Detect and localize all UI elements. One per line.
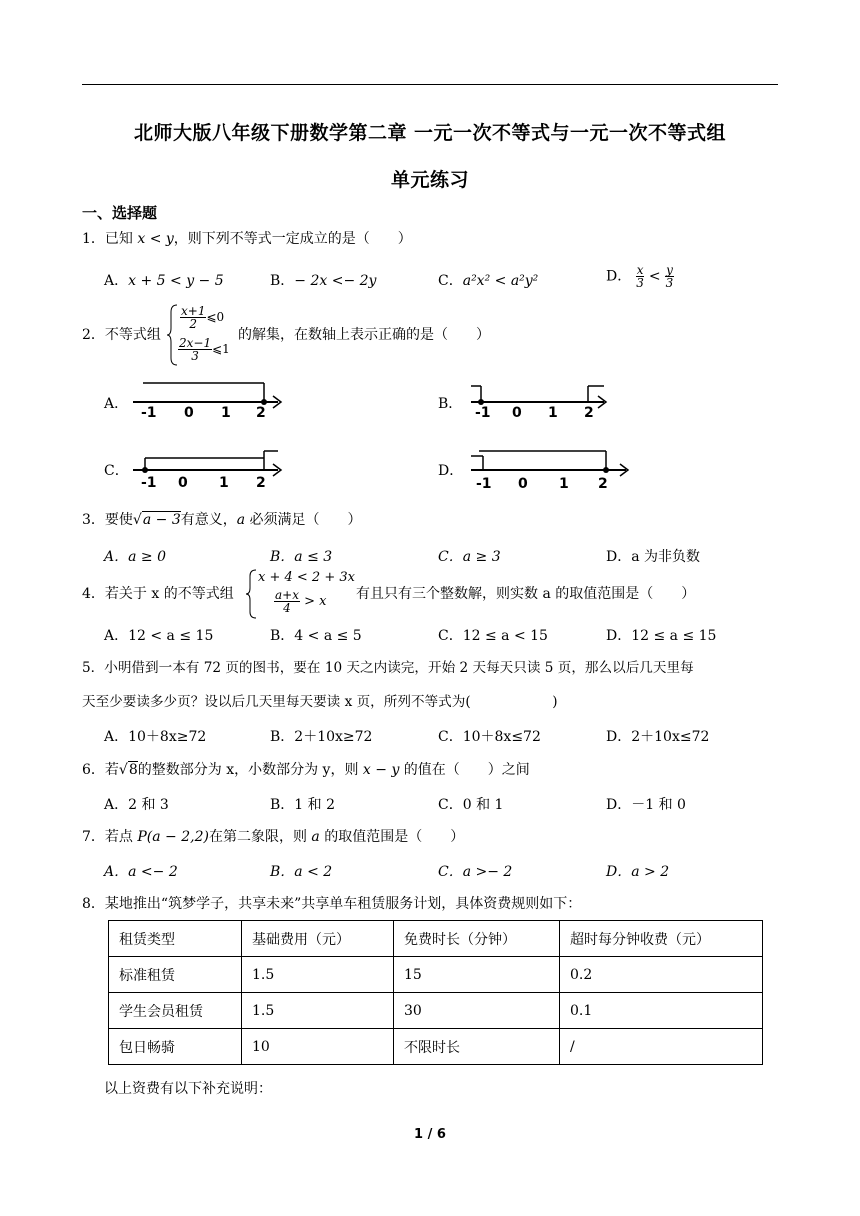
q4-option-c[interactable]: C．12 ≤ a < 15 [438,628,548,644]
tick-label: 1 [221,405,231,418]
question-4-tail: 有且只有三个整数解，则实数 a 的取值范围是（ ） [356,586,696,602]
table-cell: 包日畅骑 [109,1029,242,1065]
number-line-d [466,446,636,492]
q6-option-c[interactable]: C．0 和 1 [438,797,504,813]
tick-label: -1 [475,405,491,418]
q4-ineq-2: $\frac{a+x}{4}$ > x [275,588,327,615]
table-cell: 0.2 [560,957,763,993]
doc-subtitle: 单元练习 [390,169,469,191]
question-5-line1: 5．小明借到一本有 72 页的图书，要在 10 天之内读完，开始 2 天每天只读 5 页，那么以后几天里每 [82,660,694,676]
q3-option-d[interactable]: D．a 为非负数 [606,549,701,565]
tick-label: 1 [219,475,229,490]
tick-label: 0 [518,476,528,492]
table-header: 基础费用（元） [242,921,394,957]
q2-ineq-1: $\frac{x+1}{2}$ ⩽0 [181,304,225,331]
table-cell: 标准租赁 [109,957,242,993]
table-cell: 学生会员租赁 [109,993,242,1029]
q2-option-a[interactable]: A． [104,396,129,412]
question-2-tail: 的解集，在数轴上表示正确的是（ ） [238,327,490,343]
table-row [109,957,763,993]
q7-option-a[interactable]: A．a <− 2 [104,864,178,880]
q2-option-b[interactable]: B． [438,396,463,412]
question-3: 3．要使√a − 3有意义，a 必须满足（ ） [82,512,362,528]
q1-option-d[interactable]: D． $\frac{x}{3}$ < $\frac{y}{3}$ [606,263,674,290]
tick-label: -1 [141,405,157,418]
q5-option-c[interactable]: C．10＋8x≤72 [438,729,541,745]
question-6: 6．若√8的整数部分为 x，小数部分为 y，则 x − y 的值在（ ）之间 [82,762,530,778]
q2-option-c[interactable]: C． [104,463,129,479]
q6-option-a[interactable]: A．2 和 3 [104,797,169,813]
q5-option-d[interactable]: D．2＋10x≤72 [606,729,710,745]
q2-ineq-2: $\frac{2x-1}{3}$ ⩽1 [179,336,230,363]
table-row [109,993,763,1029]
tick-label: -1 [476,476,492,492]
tick-label: 0 [178,475,188,490]
table-header: 超时每分钟收费（元） [560,921,763,957]
number-line-a [128,378,298,418]
table-cell: / [560,1029,763,1065]
system-brace [166,304,178,366]
table-cell: 30 [394,993,560,1029]
table-row [109,1029,763,1065]
q3-option-c[interactable]: C．a ≥ 3 [438,549,501,565]
question-7: 7．若点 P(a − 2,2)在第二象限，则 a 的取值范围是（ ） [82,829,465,845]
tick-label: 1 [548,405,558,418]
q8-note: 以上资费有以下补充说明： [104,1081,272,1097]
q4-option-d[interactable]: D．12 ≤ a ≤ 15 [606,628,717,644]
tick-label: 2 [598,476,608,492]
q6-option-b[interactable]: B．1 和 2 [270,797,336,813]
table-cell: 10 [242,1029,394,1065]
q3-option-b[interactable]: B．a ≤ 3 [270,549,333,565]
question-1: 1．已知 x < y，则下列不等式一定成立的是（ ） [82,231,412,247]
system-brace-q4 [245,569,257,623]
q7-option-b[interactable]: B．a < 2 [270,864,333,880]
fee-table [108,920,763,1065]
header-rule [82,84,778,85]
number-line-c [128,446,298,490]
question-5-line2: 天至少要读多少页？设以后几天里每天要读 x 页，所列不等式为( ) [82,694,558,710]
question-8: 8．某地推出“筑梦学子，共享未来”共享单车租赁服务计划，具体资费规则如下： [82,896,582,912]
tick-label: -1 [141,475,157,490]
q7-option-d[interactable]: D．a > 2 [606,864,670,880]
table-header-row [109,921,763,957]
tick-label: 0 [184,405,194,418]
table-header: 免费时长（分钟） [394,921,560,957]
q4-option-b[interactable]: B．4 < a ≤ 5 [270,628,362,644]
question-4-stem: 4．若关于 x 的不等式组 [82,586,234,602]
q1-option-b[interactable]: B．− 2x <− 2y [270,273,377,289]
q5-option-b[interactable]: B．2＋10x≥72 [270,729,373,745]
table-cell: 不限时长 [394,1029,560,1065]
q1-option-c[interactable]: C．a²x² < a²y² [438,273,539,289]
doc-title: 北师大版八年级下册数学第二章 一元一次不等式与一元一次不等式组 [133,122,727,144]
number-line-b [466,378,616,418]
tick-label: 1 [559,476,569,492]
table-cell: 1.5 [242,993,394,1029]
q6-option-d[interactable]: D．－1 和 0 [606,797,686,813]
tick-label: 0 [512,405,522,418]
q2-option-d[interactable]: D． [438,463,464,479]
table-cell: 15 [394,957,560,993]
q4-option-a[interactable]: A．12 < a ≤ 15 [104,628,214,644]
q5-option-a[interactable]: A．10＋8x≥72 [104,729,207,745]
table-cell: 1.5 [242,957,394,993]
page-number: 1 / 6 [414,1127,446,1142]
section-heading: 一、选择题 [82,204,158,222]
tick-label: 2 [584,405,594,418]
tick-label: 2 [256,475,266,490]
q4-ineq-1: x + 4 < 2 + 3x [258,570,355,585]
q1-option-a[interactable]: A．x + 5 < y − 5 [104,273,224,289]
table-cell: 0.1 [560,993,763,1029]
tick-label: 2 [256,405,266,418]
q3-option-a[interactable]: A．a ≥ 0 [104,549,166,565]
question-2-stem: 2．不等式组 [82,327,161,343]
q7-option-c[interactable]: C．a >− 2 [438,864,513,880]
table-header: 租赁类型 [109,921,242,957]
